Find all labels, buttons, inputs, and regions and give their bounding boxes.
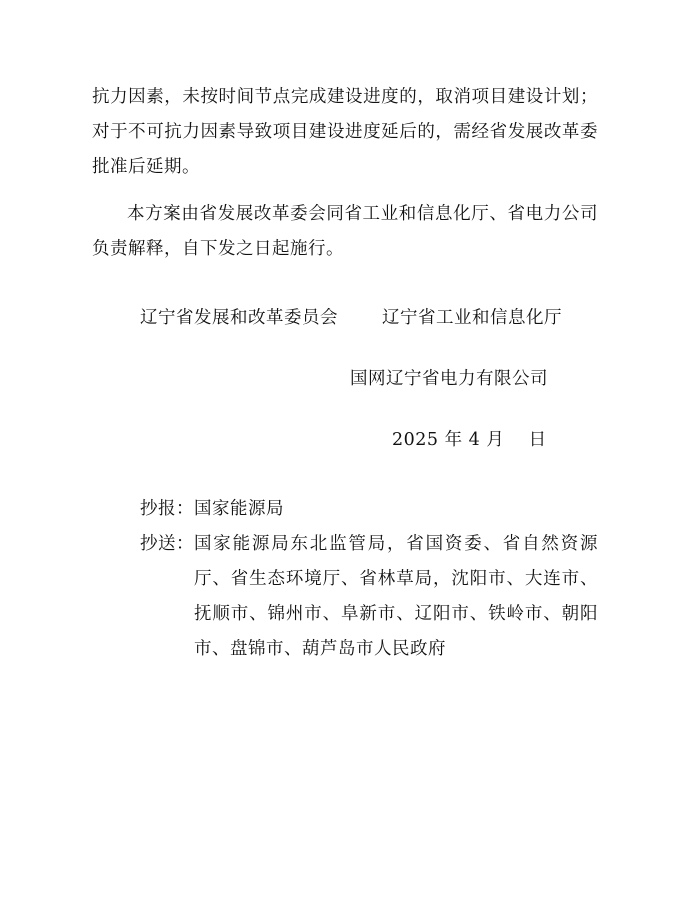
signature-org-ndrc: 辽宁省发展和改革委员会 (140, 308, 338, 328)
signature-org-power-company: 国网辽宁省电力有限公司 (350, 369, 548, 389)
signature-spacer (92, 267, 598, 301)
distribution-copy-label: 抄送： (140, 534, 194, 554)
distribution-copy-value: 国家能源局东北监管局，省国资委、省自然资源厅、省生态环境厅、省林草局，沈阳市、大连市、抚顺市、锦州市、阜新市、辽阳市、铁岭市、朝阳市、盘锦市、葫芦岛市人民政府 (194, 534, 598, 659)
document-body (92, 80, 598, 667)
distribution-block (92, 492, 598, 667)
distribution-report-row (140, 492, 598, 527)
date-spacer (92, 397, 598, 423)
distribution-report-label: 抄报： (140, 499, 194, 519)
distribution-spacer (92, 458, 598, 492)
signature-org-miit: 辽宁省工业和信息化厅 (382, 308, 562, 328)
paragraph-spacer (92, 185, 598, 197)
signature-organizations-row (92, 301, 598, 336)
paragraph-interpretation: 本方案由省发展改革委会同省工业和信息化厅、省电力公司负责解释，自下发之日起施行。 (92, 204, 598, 259)
distribution-report-value: 国家能源局 (194, 499, 284, 519)
distribution-copy-row (140, 527, 598, 667)
signature-spacer-2 (92, 336, 598, 362)
signature-date: 2025 年 4 月 日 (392, 430, 547, 450)
paragraph-continuation: 抗力因素，未按时间节点完成建设进度的，取消项目建设计划；对于不可抗力因素导致项目建设进度延后的，需经省发展改革委批准后延期。 (92, 87, 598, 177)
